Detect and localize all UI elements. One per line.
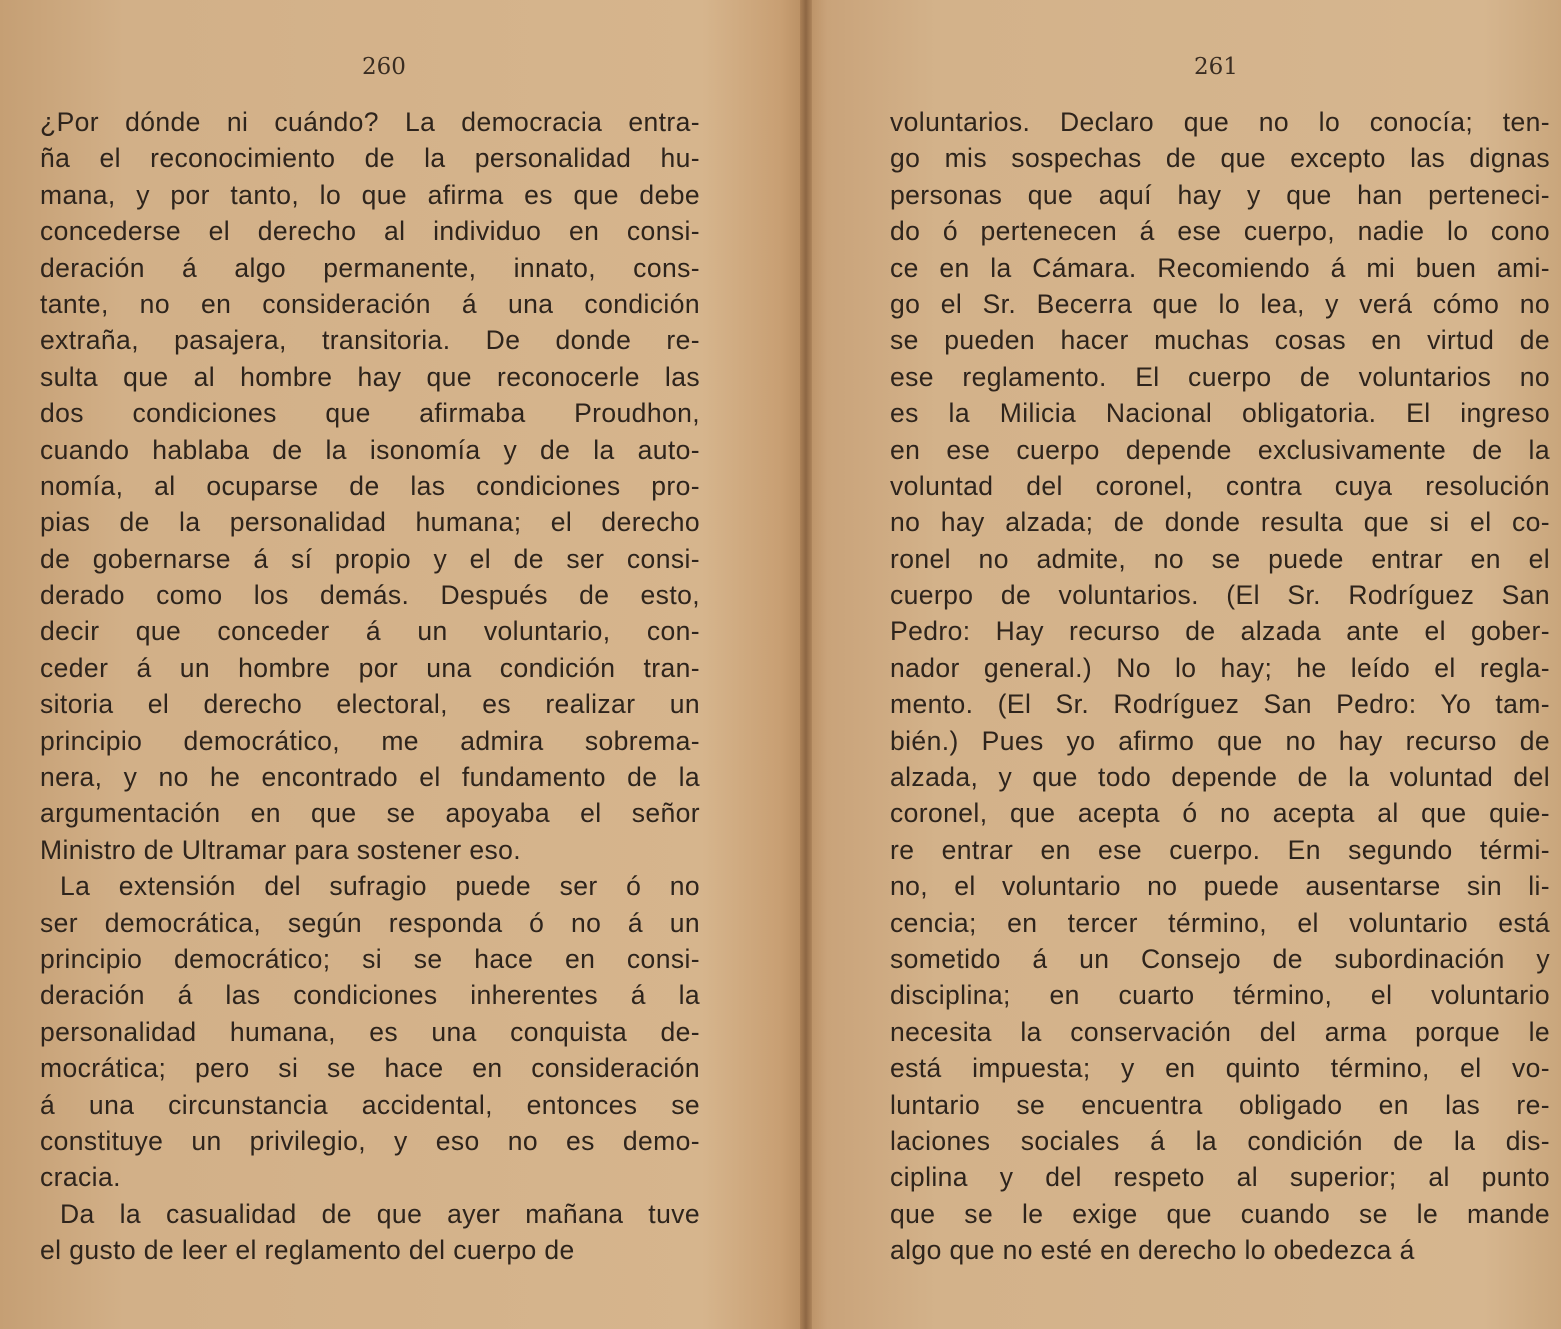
text-line: ser democrática, según responda ó no á un — [40, 907, 700, 938]
text-line: constituye un privilegio, y eso no es demo- — [40, 1125, 700, 1156]
text-line: pias de la personalidad humana; el derecho — [40, 507, 700, 538]
text-line: do ó pertenecen á ese cuerpo, nadie lo cono — [890, 216, 1550, 247]
text-line: ciplina y del respeto al superior; al punto — [890, 1162, 1550, 1193]
text-line: mana, y por tanto, lo que afirma es que debe — [40, 179, 700, 210]
text-line: sometido á un Consejo de subordinación y — [890, 943, 1550, 974]
text-line: voluntad del coronel, contra cuya resolución — [890, 470, 1550, 501]
text-line: disciplina; en cuarto término, el voluntario — [890, 980, 1550, 1011]
text-line: concederse el derecho al individuo en consi- — [40, 216, 700, 247]
text-line: laciones sociales á la condición de la dis- — [890, 1125, 1550, 1156]
text-line: ese reglamento. El cuerpo de voluntarios no — [890, 361, 1550, 392]
text-line: algo que no esté en derecho lo obedezca á — [890, 1235, 1415, 1266]
text-line: cuando hablaba de la isonomía y de la auto- — [40, 434, 700, 465]
text-line: principio democrático, me admira sobrema- — [40, 725, 700, 756]
text-line: extraña, pasajera, transitoria. De donde re- — [40, 325, 700, 356]
text-line: bién.) Pues yo afirmo que no hay recurso de — [890, 725, 1550, 756]
text-line: á una circunstancia accidental, entonces se — [40, 1089, 700, 1120]
text-line: nomía, al ocuparse de las condiciones pro- — [40, 470, 700, 501]
text-line: es la Milicia Nacional obligatoria. El ingreso — [890, 398, 1550, 429]
text-line: decir que conceder á un voluntario, con- — [40, 616, 700, 647]
text-line: deración á algo permanente, innato, cons- — [40, 252, 700, 283]
text-line: no hay alzada; de donde resulta que si el co- — [890, 507, 1550, 538]
text-line: ce en la Cámara. Recomiendo á mi buen ami- — [890, 252, 1550, 283]
text-line: en ese cuerpo depende exclusivamente de la — [890, 434, 1550, 465]
text-line: ña el reconocimiento de la personalidad hu- — [40, 143, 700, 174]
text-line: derado como los demás. Después de esto, — [40, 580, 700, 611]
text-line: mento. (El Sr. Rodríguez San Pedro: Yo tam- — [890, 689, 1550, 720]
text-line: sulta que al hombre hay que reconocerle las — [40, 361, 700, 392]
text-line: sitoria el derecho electoral, es realizar un — [40, 689, 700, 720]
text-line: necesita la conservación del arma porque le — [890, 1016, 1550, 1047]
text-line: nador general.) No lo hay; he leído el regla- — [890, 652, 1550, 683]
text-line: go mis sospechas de que excepto las dignas — [890, 143, 1550, 174]
page-number: 260 — [362, 54, 406, 80]
text-line: principio democrático; si se hace en consi- — [40, 943, 700, 974]
text-line: ceder á un hombre por una condición tran- — [40, 652, 700, 683]
text-line: deración á las condiciones inherentes á la — [40, 980, 700, 1011]
text-line: tante, no en consideración á una condición — [40, 288, 700, 319]
text-line: nera, y no he encontrado el fundamento de la — [40, 762, 700, 793]
text-line: mocrática; pero si se hace en consideración — [40, 1053, 700, 1084]
text-line: ¿Por dónde ni cuándo? La democracia entra- — [40, 107, 700, 137]
text-line: personas que aquí hay y que han perteneci- — [890, 179, 1550, 210]
text-line: Pedro: Hay recurso de alzada ante el gober- — [890, 616, 1550, 647]
page-text — [890, 104, 1550, 1269]
text-line: Ministro de Ultramar para sostener eso. — [40, 834, 522, 865]
text-line: dos condiciones que afirmaba Proudhon, — [40, 398, 700, 429]
text-line: re entrar en ese cuerpo. En segundo térmi- — [890, 834, 1550, 865]
text-line: alzada, y que todo depende de la voluntad del — [890, 762, 1550, 793]
text-line: está impuesta; y en quinto término, el vo- — [890, 1053, 1550, 1084]
text-line: personalidad humana, es una conquista de- — [40, 1016, 700, 1047]
text-line: cuerpo de voluntarios. (El Sr. Rodríguez San — [890, 580, 1550, 611]
text-line: Da la casualidad de que ayer mañana tuve — [60, 1198, 700, 1229]
text-line: de gobernarse á sí propio y el de ser consi- — [40, 543, 700, 574]
text-line: se pueden hacer muchas cosas en virtud de — [890, 325, 1550, 356]
text-line: cracia. — [40, 1162, 121, 1193]
page-number: 261 — [1194, 54, 1238, 80]
text-line: argumentación en que se apoyaba el señor — [40, 798, 700, 829]
text-line: no, el voluntario no puede ausentarse sin li- — [890, 871, 1550, 902]
text-line: coronel, que acepta ó no acepta al que quie- — [890, 798, 1550, 829]
text-line: luntario se encuentra obligado en las re- — [890, 1089, 1550, 1120]
text-line: que se le exige que cuando se le mande — [890, 1198, 1550, 1229]
text-line: cencia; en tercer término, el voluntario está — [890, 907, 1550, 938]
text-line: go el Sr. Becerra que lo lea, y verá cómo no — [890, 288, 1550, 319]
right-page — [812, 0, 1561, 1329]
text-line: voluntarios. Declaro que no lo conocía; ten- — [890, 107, 1550, 137]
text-line: ronel no admite, no se puede entrar en el — [890, 543, 1550, 574]
text-line: el gusto de leer el reglamento del cuerpo de — [40, 1235, 575, 1266]
book-gutter — [800, 0, 812, 1329]
text-line: La extensión del sufragio puede ser ó no — [60, 871, 700, 902]
page-text — [40, 104, 700, 1269]
